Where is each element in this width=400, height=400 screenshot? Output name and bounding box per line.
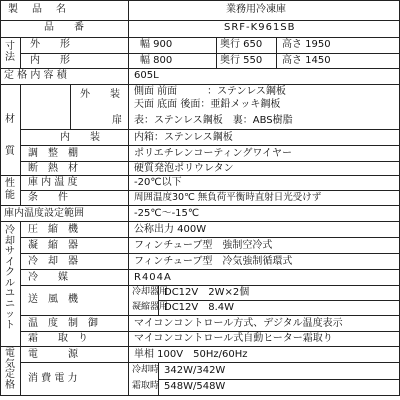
setting-range-value: -25℃～-15℃ xyxy=(134,208,200,219)
exterior-label: 外 装 xyxy=(80,89,120,100)
rule xyxy=(0,84,400,85)
rule xyxy=(20,129,400,130)
rule xyxy=(0,205,400,206)
rule xyxy=(216,37,217,68)
refrigerant-label: 冷 媒 xyxy=(28,272,68,283)
rule xyxy=(0,395,400,396)
exterior-value-2: 天面 底面 後面：亜鉛メッキ鋼板 xyxy=(134,99,281,110)
outer-depth: 奥行 650 xyxy=(220,39,263,50)
rule xyxy=(20,190,400,191)
rule xyxy=(20,253,400,254)
product-name-label: 製 品 名 xyxy=(8,4,68,15)
condenser-label: 凝 縮 器 xyxy=(28,240,78,251)
rule xyxy=(20,346,21,395)
rule xyxy=(20,315,400,316)
rule xyxy=(20,37,21,68)
dimensions-group-label: 寸法 xyxy=(5,41,15,63)
compressor-label: 圧 縮 機 xyxy=(28,224,78,235)
adjuster-label: 調 整 棚 xyxy=(28,148,78,159)
interior-label: 内 装 xyxy=(60,132,100,143)
rule xyxy=(0,20,400,21)
cooling-cycle-group-label: 冷却サイクルユニット xyxy=(5,225,15,331)
product-name-value: 業務用冷凍庫 xyxy=(226,4,286,15)
consumption-defrost-value: 548W/548W xyxy=(164,381,226,392)
rule xyxy=(0,346,400,347)
rule xyxy=(20,362,400,363)
adjuster-value: ポリエチレンコーティングワイヤー xyxy=(134,148,293,159)
rule xyxy=(20,269,400,270)
condition-value: 周囲温度30℃ 無負荷平衡時直射日光受けず xyxy=(134,192,322,203)
interior-temp-label: 庫 内 温 度 xyxy=(28,177,78,188)
rule xyxy=(20,145,400,146)
rule xyxy=(20,331,400,332)
temp-control-value: マイコンコントロール方式、デジタル温度表示 xyxy=(134,318,343,329)
inner-width: 幅 800 xyxy=(140,55,173,66)
interior-temp-value: -20℃以下 xyxy=(134,177,182,188)
power-source-label: 電 源 xyxy=(28,349,78,360)
rule xyxy=(20,53,400,54)
power-source-value: 単相 100V 50Hz/60Hz xyxy=(134,349,248,360)
model-value: SRF-K961SB xyxy=(224,22,296,33)
insulation-label: 断 熱 材 xyxy=(28,163,78,174)
rule xyxy=(276,37,277,68)
cooler-label: 冷 却 器 xyxy=(28,256,78,267)
rule xyxy=(158,379,400,380)
inner-depth: 奥行 550 xyxy=(220,55,263,66)
interior-value: 内箱：ステンレス鋼板 xyxy=(134,132,233,143)
fan-label: 送 風 機 xyxy=(28,294,78,305)
outer-size-label: 外 形 xyxy=(30,39,70,50)
rule xyxy=(20,221,21,346)
insulation-value: 硬質発泡ポリウレタン xyxy=(134,163,234,174)
rule xyxy=(0,221,400,222)
door-value: 表：ステンレス鋼板 裏：ABS樹脂 xyxy=(134,115,293,126)
capacity-value: 605L xyxy=(134,70,159,81)
rule xyxy=(0,175,400,176)
inner-height: 高さ 1450 xyxy=(282,55,331,66)
consumption-label: 消 費 電 力 xyxy=(28,373,78,384)
rule xyxy=(0,0,1,396)
model-label: 品 番 xyxy=(44,22,84,33)
defrost-label: 霜 取 り xyxy=(28,333,88,344)
electrical-group-label: 電気定格 xyxy=(5,348,15,391)
rule xyxy=(0,68,400,69)
door-label: 扉 xyxy=(112,115,122,126)
condition-label: 条 件 xyxy=(28,192,68,203)
fan-condenser-value: DC12V 8.4W xyxy=(164,302,235,313)
consumption-defrost-sublabel: 霜取時 xyxy=(132,381,160,391)
outer-width: 幅 900 xyxy=(140,39,173,50)
rule xyxy=(20,161,400,162)
rule xyxy=(158,300,400,301)
rule xyxy=(20,237,400,238)
consumption-cooling-sublabel: 冷却時 xyxy=(132,365,160,375)
fan-condenser-sublabel: 凝縮器用 xyxy=(132,302,169,312)
refrigerant-value: R404A xyxy=(134,272,172,283)
rule xyxy=(20,285,400,286)
fan-cooler-sublabel: 冷却器用 xyxy=(132,287,169,297)
cooler-value: フィンチューブ型 冷気強制循環式 xyxy=(134,256,293,267)
performance-group-label: 性能 xyxy=(5,178,15,201)
fan-cooler-value: DC12V 2W×2個 xyxy=(164,287,250,298)
rule xyxy=(20,84,21,175)
rule xyxy=(128,0,129,396)
capacity-label: 定 格 内 容 積 xyxy=(4,70,67,81)
rule xyxy=(0,37,400,38)
outer-height: 高さ 1950 xyxy=(282,39,331,50)
material-group-label: 材質 xyxy=(5,114,15,157)
temp-control-label: 温 度 制 御 xyxy=(28,318,98,329)
consumption-cooling-value: 342W/342W xyxy=(164,365,226,376)
setting-range-label: 庫内温度設定範囲 xyxy=(4,208,84,219)
compressor-value: 公称出力 400W xyxy=(134,224,207,235)
defrost-value: マイコンコントロール式自動ヒーター霜取り xyxy=(134,333,333,344)
condenser-value: フィンチューブ型 強制空冷式 xyxy=(134,240,273,251)
exterior-value-1: 側面 前面 ：ステンレス鋼板 xyxy=(134,86,286,97)
rule xyxy=(20,175,21,205)
rule xyxy=(0,0,400,1)
rule xyxy=(70,84,71,129)
inner-size-label: 内 形 xyxy=(30,55,70,66)
